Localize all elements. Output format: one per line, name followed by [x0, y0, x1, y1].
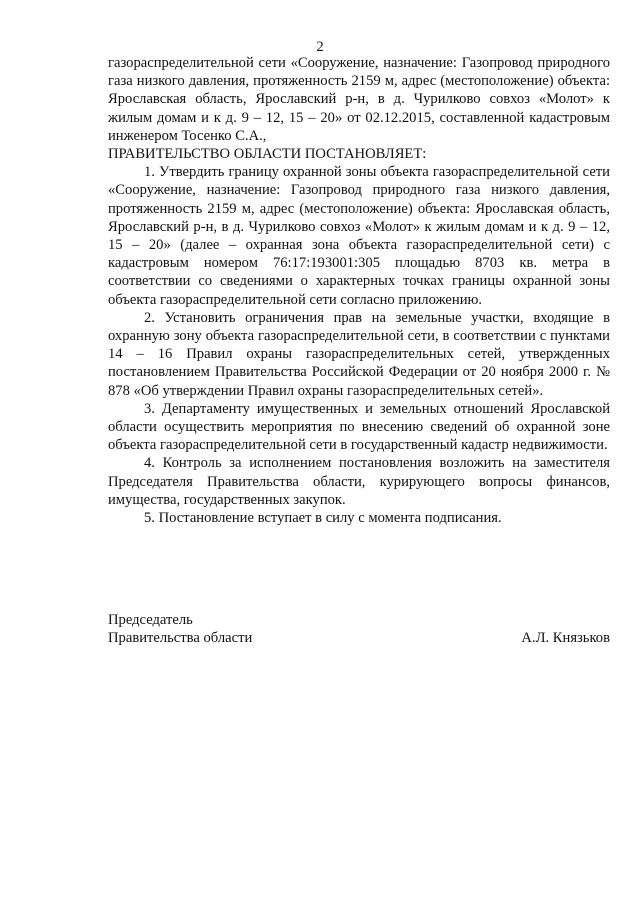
item-5: 5. Постановление вступает в силу с момента подписания.	[144, 510, 502, 527]
page-number: 2	[316, 39, 324, 55]
item-4: 4. Контроль за исполнением постановления возложить на заместителя Председателя Правительства области, курирующего вопросы финансов, имущества, государственных закупок.	[108, 455, 610, 508]
signatory-name: А.Л. Князьков	[521, 630, 610, 647]
resolution-heading: ПРАВИТЕЛЬСТВО ОБЛАСТИ ПОСТАНОВЛЯЕТ:	[108, 146, 427, 163]
item-1: 1. Утвердить границу охранной зоны объекта газораспределительной сети «Сооружение, назначение: Газопровод природного газа низкого давления, протяженность 2159 м, адрес (местоположение) объекта: Ярославская область, Ярославский р-н, в д. Чурилково совхоз «Молот» к жилым домам и к д. 9 – 12, 15 – 20» (далее – охранная зона объекта газораспределительной сети) с кадастровым номером 76:17:193001:305 площадью 8703 кв. метра в соответствии со сведениями о характерных точках границы охранной зоны объекта газораспределительной сети согласно приложению.	[108, 164, 610, 308]
item-2: 2. Установить ограничения прав на земельные участки, входящие в охранную зону объекта газораспределительной сети, в соответствии с пунктами 14 – 16 Правил охраны газораспределительных сетей, утвержденных постановлением Правительства Российской Федерации от 20 ноября 2000 г. № 878 «Об утверждении Правил охраны газораспределительных сетей».	[108, 309, 610, 399]
signatory-title-line2: Правительства области	[108, 630, 253, 647]
item-3: 3. Департаменту имущественных и земельных отношений Ярославской области осуществить мероприятия по внесению сведений об охранной зоне объекта газораспределительной сети в государственный кадастр недвижимости.	[108, 400, 610, 454]
signature-block	[108, 611, 610, 647]
signatory-title-line1: Председатель	[108, 612, 193, 628]
intro-paragraph: газораспределительной сети «Сооружение, назначение: Газопровод природного газа низкого давления, протяженность 2159 м, адрес (местоположение) объекта: Ярославская область, Ярославский р-н, в д. Чурилково совхоз «Молот» к жилым домам и к д. 9 – 12, 15 – 20» от 02.12.2015, составленной кадастровым инженером Тосенко С.А.,	[108, 55, 610, 144]
signature-line	[108, 629, 610, 647]
document-body	[108, 54, 610, 527]
